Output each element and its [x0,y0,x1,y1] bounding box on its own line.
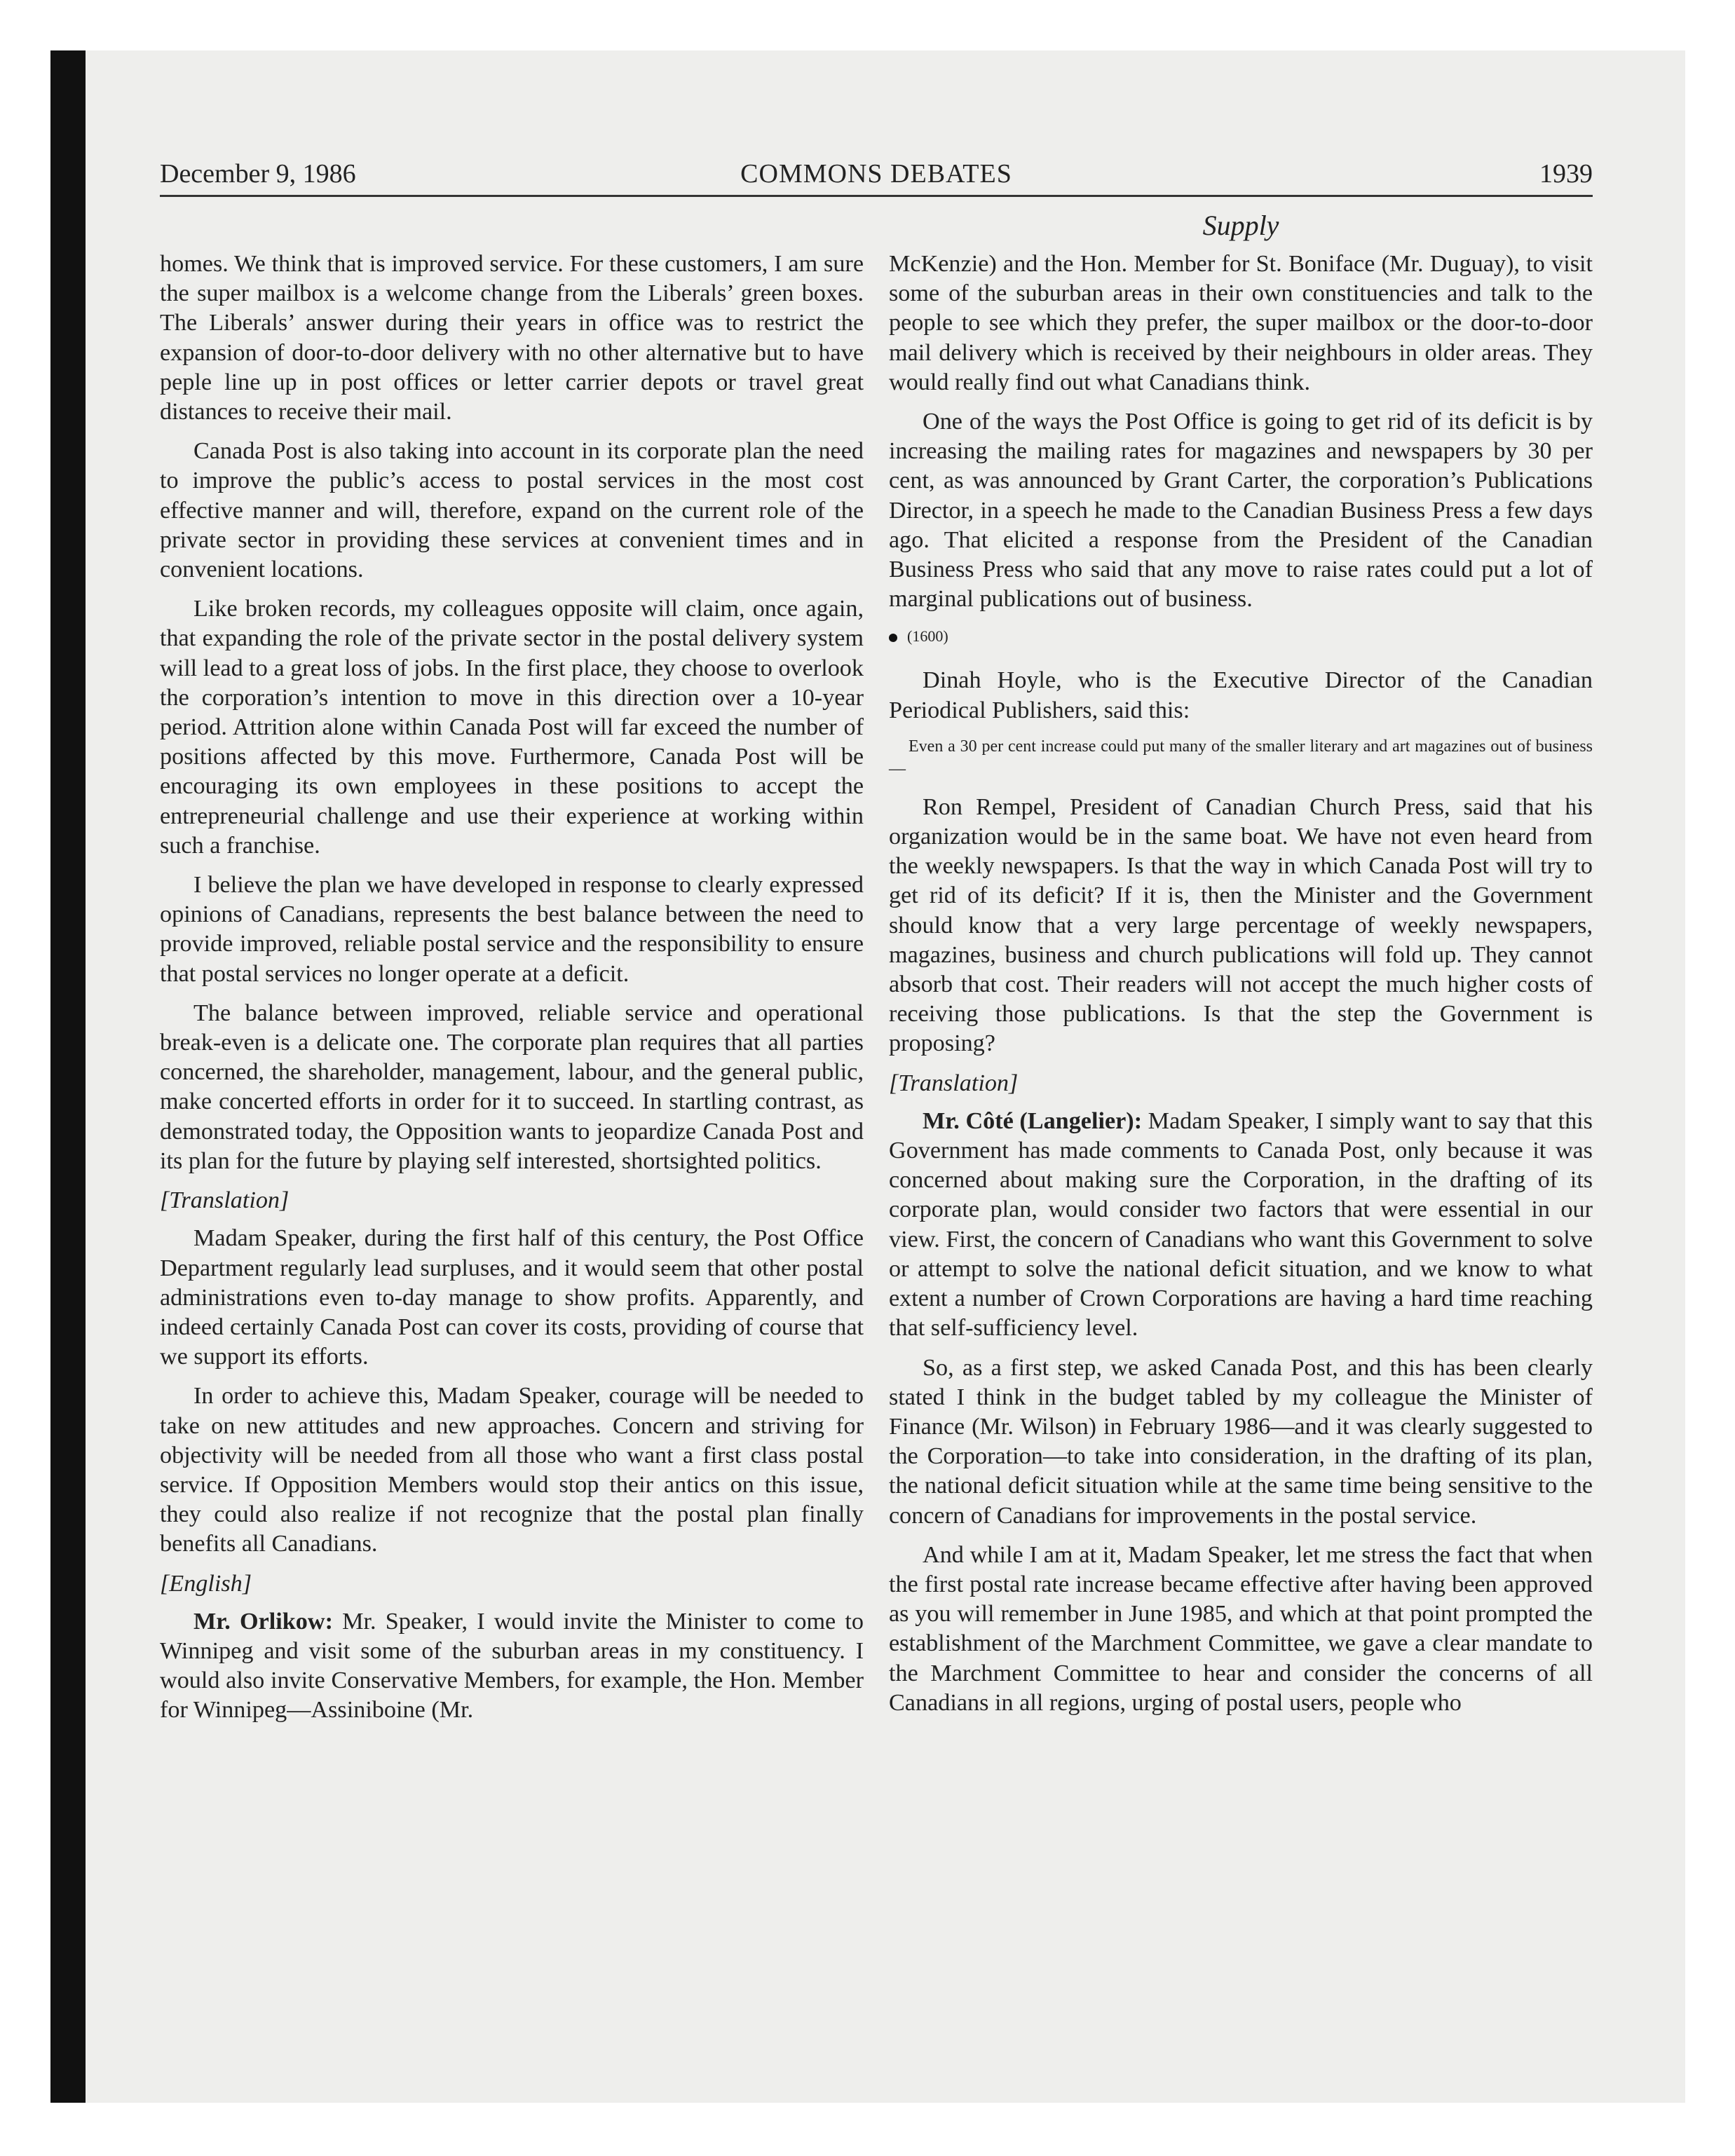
paragraph [889,1107,1593,1344]
language-note: [Translation] [160,1187,290,1214]
header-title: COMMONS DEBATES [740,159,1012,189]
scan-edge-border [50,50,86,2103]
paragraph: So, as a first step, we asked Canada Post, and this has been clearly stated I think in the budget tabled by my colleague the Minister of Finance (Mr. Wilson) in February 1986—and it was clearly suggested to the Corporation—to take into consideration, in the drafting of its plan, the national deficit situation while at the same time being sensitive to the concern of Canadians for improvements in the postal service. [889,1354,1593,1529]
language-note: [English] [160,1570,252,1597]
right-column [889,250,1593,1728]
running-header [160,156,1593,197]
paragraph: Ron Rempel, President of Canadian Church Press, said that his organization would be in the same boat. We have not even heard from the weekly newspapers. Is that the way in which Canada Post will try to get rid of its deficit? If it is, then the Minister and the Government should know that a very large percentage of weekly newspapers, magazines, business and church publications will fold up. They cannot absorb that cost. Their readers will not accept the much higher costs of receiving those publications. Is that the step the Government is proposing? [889,793,1593,1057]
language-note: [Translation] [889,1070,1019,1096]
paragraph: Like broken records, my colleagues opposite will claim, once again, that expanding the role of the private sector in the postal delivery system will lead to a great loss of jobs. In the first place, they choose to overlook the corporation’s intention to move in this direction over a 10-year period. Attrition alone within Canada Post will far exceed the number of positions affected by this move. Furthermore, Canada Post will be encouraging its own employees in these positions to accept the entrepreneurial challenge and use their experience at working within such a franchise. [160,596,864,859]
paragraph: homes. We think that is improved service. For these customers, I am sure the super mailbox is a welcome change from the Liberals’ green boxes. The Liberals’ answer during their years in office was to restrict the expansion of door-to-door delivery with no other alternative but to have peple line up in post offices or letter carrier depots or travel great distances to receive their mail. [160,251,864,425]
time-marker-text: (1600) [907,627,948,646]
speaker-name: Mr. Côté (Langelier): [923,1107,1143,1134]
speech-text: Madam Speaker, I simply want to say that this Government has made comments to Canada Post, only because it was concerned about making sure the Corporation, in the drafting of its corporate plan, would consider two factors that were essential in our view. First, the concern of Canadians who want this Government to solve or attempt to solve the national deficit situation, and we know to what extent a number of Crown Corporations are having a hard time reaching that self-sufficiency level. [889,1107,1593,1342]
left-column [160,250,864,1735]
paragraph: McKenzie) and the Hon. Member for St. Boniface (Mr. Duguay), to visit some of the suburban areas in their own constituencies and talk to the people to see which they prefer, the super mailbox or the door-to-door mail delivery which is received by their neighbours in older areas. They would really find out what Canadians think. [889,251,1593,395]
time-marker [889,627,1593,646]
paragraph: Madam Speaker, during the first half of this century, the Post Office Department regularly lead surpluses, and it would seem that other postal administrations even to-day manage to show profits. Apparently, and indeed certainly Canada Post can cover its costs, providing of course that we support its efforts. [160,1225,864,1370]
paragraph: And while I am at it, Madam Speaker, let me stress the fact that when the first postal rate increase became effective after having been approved as you will remember in June 1985, and which at that point prompted the establishment of the Marchment Committee, we gave a clear mandate to the Marchment Committee to hear and consider the concerns of all Canadians in all regions, urging of postal users, people who [889,1541,1593,1716]
paragraph: One of the ways the Post Office is going to get rid of its deficit is by increasing the mailing rates for magazines and newspapers by 30 per cent, as was announced by Grant Carter, the corporation’s Publications Director, in a speech he made to the Canadian Business Press a few days ago. That elicited a response from the President of the Canadian Business Press who said that any move to raise rates could put a lot of marginal publications out of business. [889,409,1593,613]
header-date: December 9, 1986 [160,159,356,189]
block-quote: Even a 30 per cent increase could put many of the smaller literary and art magazines out of business— [889,737,1593,778]
speaker-name: Mr. Orlikow: [193,1608,333,1635]
paragraph: Canada Post is also taking into account in its corporate plan the need to improve the public’s access to postal services in the most cost effective manner and will, therefore, expand on the current role of the private sector in providing these services at convenient times and in convenient locations. [160,438,864,583]
paragraph: In order to achieve this, Madam Speaker, courage will be needed to take on new attitudes and new approaches. Concern and striving for objectivity will be needed from all those who want a first class postal service. If Opposition Members would stop their antics on this issue, they could also realize if not recognize that the postal plan finally benefits all Canadians. [160,1383,864,1557]
paragraph [160,1607,864,1726]
page-number: 1939 [1539,159,1593,189]
bullet-icon [889,634,897,642]
paragraph: The balance between improved, reliable service and operational break-even is a delicate one. The corporate plan requires that all parties concerned, the shareholder, management, labour, and the general public, make concerted efforts in order for it to succeed. In startling contrast, as demonstrated today, the Opposition wants to jeopardize Canada Post and its plan for the future by playing self interested, shortsighted politics. [160,999,864,1174]
paragraph: Dinah Hoyle, who is the Executive Director of the Canadian Periodical Publishers, said this: [889,667,1593,723]
paragraph: I believe the plan we have developed in response to clearly expressed opinions of Canadians, represents the best balance between the need to provide improved, reliable postal service and the responsibility to ensure that postal services no longer operate at a deficit. [160,872,864,987]
speech-text: Mr. Speaker, I would invite the Minister to come to Winnipeg and visit some of the suburban areas in my constituency. I would also invite Conservative Members, for example, the Hon. Member for Winnipeg—Assiniboine (Mr. [160,1608,864,1724]
section-heading: Supply [1202,210,1279,241]
